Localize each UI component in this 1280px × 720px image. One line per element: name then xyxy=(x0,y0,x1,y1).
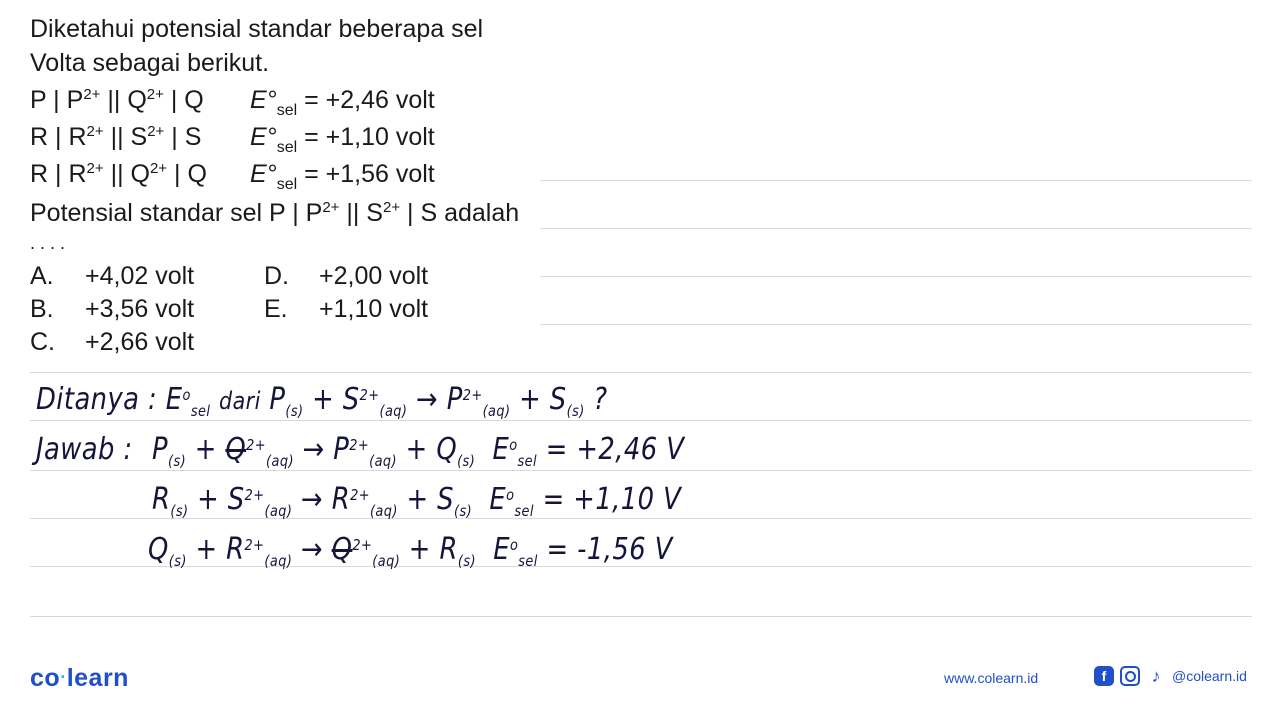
cell-notation: R | $R^{2+}$ || $S^{2+}$ | S xyxy=(30,123,202,151)
handwritten-ditanya: Ditanya : $E^o_{sel}$ dari $P_{(s)} + S^{2+}_{(aq)} \to P^{2+}_{(aq)} + S_{(s)}$ ? xyxy=(36,382,608,420)
ruled-line xyxy=(540,276,1252,277)
cell-notation-row: P | $P^{2+}$ || $Q^{2+}$ | Q $E^\circ_{sel} = +2,46$ volt xyxy=(30,86,435,119)
instagram-icon[interactable] xyxy=(1120,666,1140,686)
option-a[interactable]: A. +4,02 volt xyxy=(30,262,195,290)
handwritten-reaction-3: $Q_{(s)} + R^{2+}_{(aq)} \to Q^{2+}_{(aq)} + R_{(s)}$ $E^o_{sel} = -1,56$ V xyxy=(148,532,673,570)
cell-notation-row: R | $R^{2+}$ || $S^{2+}$ | S $E^\circ_{sel} = +1,10$ volt xyxy=(30,123,435,156)
question-line-1: Diketahui potensial standar beberapa sel xyxy=(30,15,484,43)
ruled-line xyxy=(30,616,1252,617)
ruled-line xyxy=(30,470,1252,471)
e-sel-symbol: E° xyxy=(250,86,277,114)
social-handle[interactable]: @colearn.id xyxy=(1172,668,1247,684)
ruled-line xyxy=(30,518,1252,519)
social-links xyxy=(1094,666,1247,686)
cell-notation-row: R | $R^{2+}$ || $Q^{2+}$ | Q $E^\circ_{sel} = +1,56$ volt xyxy=(30,160,435,193)
ruled-line xyxy=(30,372,1252,373)
cell-notation: P | $P^{2+}$ || $Q^{2+}$ | Q xyxy=(30,86,204,114)
cell-potential: = +1,10 volt xyxy=(304,123,435,151)
handwritten-reaction-2: $R_{(s)} + S^{2+}_{(aq)} \to R^{2+}_{(aq)} + S_{(s)}$ $E^o_{sel} = +1,10$ V xyxy=(152,482,682,520)
handwritten-reaction-1: $P_{(s)} + Q^{2+}_{(aq)} \to P^{2+}_{(aq)} + Q_{(s)}$ $E^o_{sel} = +2,46$ V xyxy=(152,432,685,470)
ruled-line xyxy=(540,324,1252,325)
ruled-line xyxy=(540,180,1252,181)
cell-potential: = +1,56 volt xyxy=(304,160,435,188)
ruled-line xyxy=(30,420,1252,421)
option-c[interactable]: C. +2,66 volt xyxy=(30,328,195,356)
option-b[interactable]: B. +3,56 volt xyxy=(30,295,195,323)
e-sel-symbol: E° xyxy=(250,160,277,188)
tiktok-icon[interactable]: ♪ xyxy=(1151,665,1161,686)
ruled-line xyxy=(540,228,1252,229)
cell-notation: R | $R^{2+}$ || $Q^{2+}$ | Q xyxy=(30,160,207,188)
question-dots: . . . . xyxy=(30,233,66,253)
cell-potential: = +2,46 volt xyxy=(304,86,435,114)
question-line-2: Volta sebagai berikut. xyxy=(30,49,270,77)
option-e[interactable]: E. +1,10 volt xyxy=(264,295,429,323)
option-d[interactable]: D. +2,00 volt xyxy=(264,262,429,290)
e-sel-symbol: E° xyxy=(250,123,277,151)
website-link[interactable]: www.colearn.id xyxy=(944,670,1039,686)
handwritten-jawab-label: Jawab : xyxy=(36,432,133,467)
facebook-icon[interactable]: f xyxy=(1094,666,1114,686)
question-ask: Potensial standar sel P | $P^{2+}$ || $S^{2+}$ | S adalah xyxy=(30,199,520,227)
colearn-logo: co·learn xyxy=(30,664,129,692)
footer xyxy=(0,656,1280,720)
